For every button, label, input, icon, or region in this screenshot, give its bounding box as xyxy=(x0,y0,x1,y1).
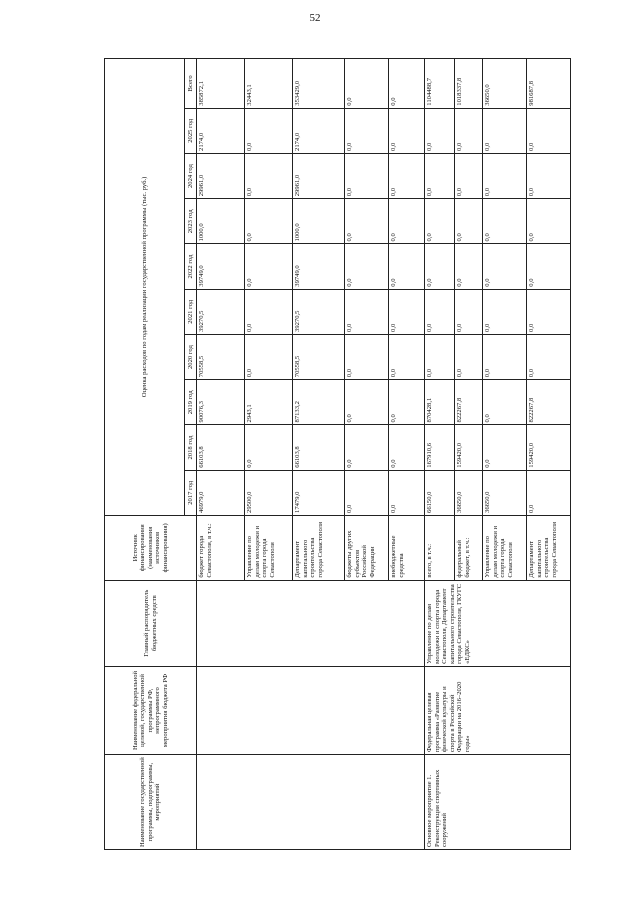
value-cell: 1000,0 xyxy=(197,199,245,244)
value-cell: 66103,8 xyxy=(197,425,245,470)
value-cell: 0,0 xyxy=(483,334,527,379)
value-cell: 0,0 xyxy=(527,199,571,244)
value-cell: 159420,0 xyxy=(455,425,483,470)
empty-cell xyxy=(197,666,425,754)
value-cell: 2174,0 xyxy=(293,108,345,153)
value-cell: 0,0 xyxy=(245,425,293,470)
header-estimate: Оценка расходов по годам реализации государственной программы (тыс. руб.) xyxy=(105,59,185,516)
header-program: Наименование федеральной целевой, государственной программы РФ, непрограммного мероприятия бюджета РФ xyxy=(105,666,197,754)
value-cell: 0,0 xyxy=(527,289,571,334)
value-cell: 29500,0 xyxy=(245,470,293,515)
total-cell: 353429,0 xyxy=(293,59,345,109)
year-header: 2024 год xyxy=(185,153,197,198)
value-cell: 0,0 xyxy=(425,289,455,334)
value-cell: 0,0 xyxy=(455,289,483,334)
value-cell: 0,0 xyxy=(389,470,425,515)
header-source: Источник финансирования (наименования источников финансирования) xyxy=(105,515,197,580)
value-cell: 0,0 xyxy=(483,244,527,289)
year-header: 2025 год xyxy=(185,108,197,153)
value-cell: 0,0 xyxy=(345,153,389,198)
value-cell: 822267,8 xyxy=(527,380,571,425)
total-header: Всего xyxy=(185,59,197,109)
total-cell: 0,0 xyxy=(389,59,425,109)
value-cell: 0,0 xyxy=(527,153,571,198)
table-row xyxy=(425,59,455,850)
value-cell: 0,0 xyxy=(389,289,425,334)
value-cell: 0,0 xyxy=(245,334,293,379)
value-cell: 0,0 xyxy=(345,199,389,244)
value-cell: 0,0 xyxy=(245,244,293,289)
value-cell: 0,0 xyxy=(245,108,293,153)
value-cell: 167910,6 xyxy=(425,425,455,470)
value-cell: 0,0 xyxy=(389,244,425,289)
value-cell: 66150,0 xyxy=(425,470,455,515)
year-header: 2021 год xyxy=(185,289,197,334)
value-cell: 0,0 xyxy=(245,289,293,334)
value-cell: 0,0 xyxy=(527,470,571,515)
value-cell: 0,0 xyxy=(425,199,455,244)
value-cell: 0,0 xyxy=(425,108,455,153)
value-cell: 870428,1 xyxy=(425,380,455,425)
year-header: 2020 год xyxy=(185,334,197,379)
source-cell: Департамент капитального строительства города Севастополя xyxy=(293,515,345,580)
value-cell: 0,0 xyxy=(527,108,571,153)
value-cell: 0,0 xyxy=(425,244,455,289)
header-distributor: Главный распорядитель бюджетных средств xyxy=(105,580,197,666)
value-cell: 0,0 xyxy=(345,470,389,515)
activity-name: Основное мероприятие 1. Реконструкция спортивных сооружений xyxy=(425,755,571,850)
distributor-name: Управление по делам молодежи и спорта города Севастополя, Департамент капитального строительства города Севастополя, ГКУГС «ЕДКС» xyxy=(425,580,571,666)
value-cell: 0,0 xyxy=(455,153,483,198)
total-cell: 385872,1 xyxy=(197,59,245,109)
value-cell: 0,0 xyxy=(483,153,527,198)
page-number: 52 xyxy=(309,12,321,24)
value-cell: 17479,0 xyxy=(293,470,345,515)
value-cell: 0,0 xyxy=(483,199,527,244)
value-cell: 70558,5 xyxy=(197,334,245,379)
value-cell: 1000,0 xyxy=(293,199,345,244)
year-header: 2017 год xyxy=(185,470,197,515)
value-cell: 822267,8 xyxy=(455,380,483,425)
source-cell: Управление по делам молодежи и спорта города Севастополя xyxy=(483,515,527,580)
value-cell: 90076,3 xyxy=(197,380,245,425)
table-row xyxy=(197,59,245,850)
rotated-table-wrapper xyxy=(104,58,608,850)
value-cell: 0,0 xyxy=(345,244,389,289)
source-cell: бюджет города Севастополя, в т.ч.: xyxy=(197,515,245,580)
value-cell: 0,0 xyxy=(389,199,425,244)
value-cell: 0,0 xyxy=(389,380,425,425)
empty-cell xyxy=(197,580,425,666)
value-cell: 46979,0 xyxy=(197,470,245,515)
year-header: 2023 год xyxy=(185,199,197,244)
total-cell: 981687,8 xyxy=(527,59,571,109)
value-cell: 87133,2 xyxy=(293,380,345,425)
value-cell: 29961,0 xyxy=(293,153,345,198)
program-name: Федеральная целевая программа «Развитие физической культуры и спорта в Российской Федерации на 2016–2020 годы» xyxy=(425,666,571,754)
value-cell: 36650,0 xyxy=(455,470,483,515)
value-cell: 39749,0 xyxy=(293,244,345,289)
value-cell: 0,0 xyxy=(455,244,483,289)
header-name: Наименование государственной программы, подпрограммы, мероприятий xyxy=(105,755,197,850)
value-cell: 0,0 xyxy=(425,334,455,379)
value-cell: 0,0 xyxy=(245,199,293,244)
value-cell: 0,0 xyxy=(389,334,425,379)
value-cell: 0,0 xyxy=(389,425,425,470)
year-header: 2022 год xyxy=(185,244,197,289)
value-cell: 159420,0 xyxy=(527,425,571,470)
value-cell: 0,0 xyxy=(455,334,483,379)
source-cell: внебюджетные средства xyxy=(389,515,425,580)
value-cell: 0,0 xyxy=(389,153,425,198)
total-cell: 0,0 xyxy=(345,59,389,109)
source-cell: федеральный бюджет, в т.ч.: xyxy=(455,515,483,580)
value-cell: 0,0 xyxy=(483,108,527,153)
total-cell: 1104488,7 xyxy=(425,59,455,109)
source-cell: Управление по делам молодежи и спорта города Севастополя xyxy=(245,515,293,580)
value-cell: 70558,5 xyxy=(293,334,345,379)
value-cell: 0,0 xyxy=(345,289,389,334)
value-cell: 36650,0 xyxy=(483,470,527,515)
value-cell: 0,0 xyxy=(425,153,455,198)
value-cell: 0,0 xyxy=(245,153,293,198)
total-cell: 36650,0 xyxy=(483,59,527,109)
value-cell: 0,0 xyxy=(483,380,527,425)
value-cell: 0,0 xyxy=(455,199,483,244)
value-cell: 66103,8 xyxy=(293,425,345,470)
value-cell: 29961,0 xyxy=(197,153,245,198)
value-cell: 39749,0 xyxy=(197,244,245,289)
total-cell: 32443,1 xyxy=(245,59,293,109)
value-cell: 2174,0 xyxy=(197,108,245,153)
value-cell: 0,0 xyxy=(345,425,389,470)
budget-table xyxy=(104,58,571,850)
value-cell: 0,0 xyxy=(527,244,571,289)
value-cell: 39270,5 xyxy=(293,289,345,334)
value-cell: 39270,5 xyxy=(197,289,245,334)
value-cell: 0,0 xyxy=(483,425,527,470)
value-cell: 0,0 xyxy=(483,289,527,334)
value-cell: 0,0 xyxy=(345,108,389,153)
value-cell: 0,0 xyxy=(455,108,483,153)
year-header: 2018 год xyxy=(185,425,197,470)
empty-cell xyxy=(197,755,425,850)
value-cell: 0,0 xyxy=(345,334,389,379)
source-cell: Департамент капитального строительства города Севастополя xyxy=(527,515,571,580)
value-cell: 0,0 xyxy=(345,380,389,425)
total-cell: 1018337,8 xyxy=(455,59,483,109)
source-cell: бюджеты других субъектов Российской Федерации xyxy=(345,515,389,580)
value-cell: 2943,1 xyxy=(245,380,293,425)
value-cell: 0,0 xyxy=(527,334,571,379)
source-cell: всего, в т.ч.: xyxy=(425,515,455,580)
year-header: 2019 год xyxy=(185,380,197,425)
value-cell: 0,0 xyxy=(389,108,425,153)
